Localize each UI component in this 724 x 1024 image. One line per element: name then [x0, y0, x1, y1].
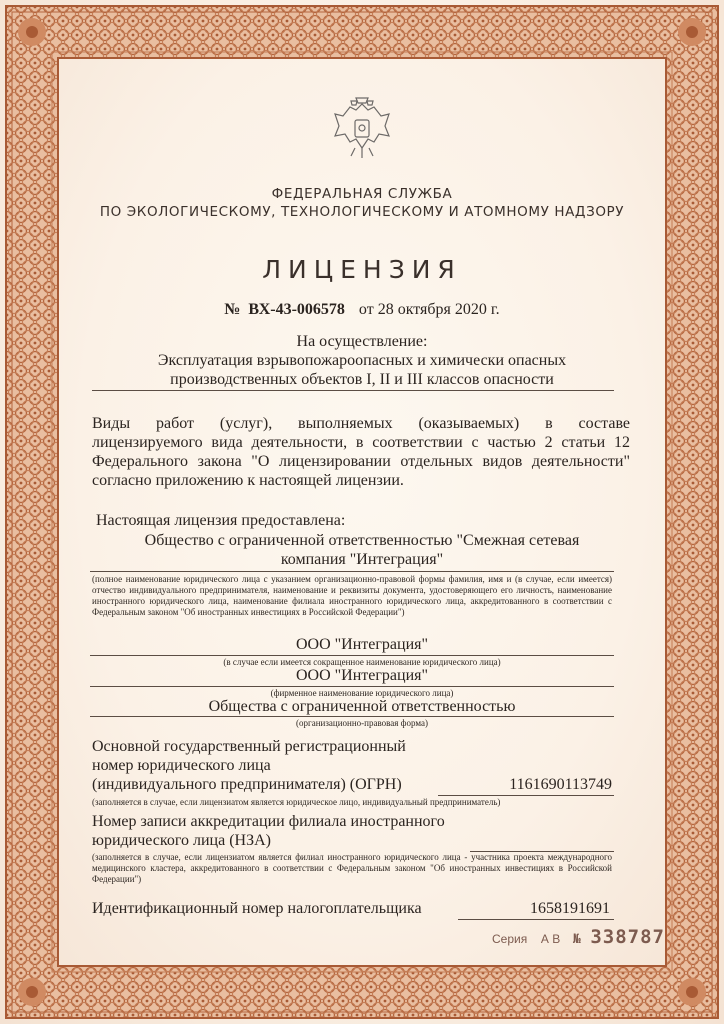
series-number: 338787: [590, 926, 665, 948]
inn-underline: [458, 919, 614, 920]
short-name: ООО "Интеграция": [295, 636, 429, 653]
ogrn-label-line1: Основной государственный регистрационный: [92, 738, 406, 755]
ogrn-underline: [438, 795, 614, 796]
ogrn-label-line2: номер юридического лица: [92, 757, 271, 774]
document-title: ЛИЦЕНЗИЯ: [262, 255, 462, 284]
license-date: от 28 октября 2020 г.: [358, 301, 500, 318]
brand-name: ООО "Интеграция": [295, 667, 429, 684]
activity-line2: производственных объектов I, II и III классов опасности: [170, 371, 554, 388]
nza-note: (заполняется в случае, если лицензиатом является филиал иностранного юридического лица - участника проекта международного медицинского кластера, аккредитованного в соответствии с Федеральным законом "Об иностранных инвестициях в Российской Федерации"): [92, 852, 612, 884]
brand-name-underline: [90, 686, 614, 687]
full-name-note: (полное наименование юридического лица с указанием организационно-правовой формы фамилия, имя и (в случае, если имеется) отчество индивидуального предпринимателя, наименование и реквизиты документа, удостоверяющего его личность, наименование иностранного юридического лица, наименование филиала иностранного юридического лица, аккредитованного в соответствии с Федеральным законом "Об иностранных инвестициях в Российской Федерации"): [92, 574, 612, 617]
series-label: Серия: [492, 932, 528, 946]
agency-name-line2: ПО ЭКОЛОГИЧЕСКОМУ, ТЕХНОЛОГИЧЕСКОМУ И АТОМНОМУ НАДЗОРУ: [99, 204, 625, 220]
license-number-line: [0, 301, 724, 319]
grantee-intro: Настоящая лицензия предоставлена:: [96, 512, 346, 529]
works-line3: Федерального закона "О лицензировании отдельных видов деятельности": [92, 453, 630, 470]
ogrn-note: (заполняется в случае, если лицензиатом является юридическое лицо, индивидуальный предприниматель): [92, 797, 501, 807]
ogrn-label-line3: (индивидуального предпринимателя) (ОГРН): [92, 776, 402, 793]
number-sign: №: [224, 301, 241, 318]
short-name-underline: [90, 655, 614, 656]
works-line4: согласно приложению к настоящей лицензии.: [92, 472, 404, 489]
activity-underline: [92, 390, 614, 391]
agency-name-line1: ФЕДЕРАЛЬНАЯ СЛУЖБА: [271, 186, 453, 202]
grantee-full-name-line2: компания "Интеграция": [280, 551, 444, 568]
coat-of-arms-emblem-icon: [323, 90, 401, 168]
activity-intro: На осуществление:: [296, 333, 428, 350]
series-no-sign: №: [572, 932, 581, 947]
activity-line1: Эксплуатация взрывопожароопасных и химически опасных: [157, 352, 567, 369]
nza-label-line1: Номер записи аккредитации филиала иностранного: [92, 813, 445, 830]
works-line2: лицензируемого вида деятельности, в соответствии с частью 2 статьи 12: [92, 434, 630, 451]
brand-name-note: (фирменное наименование юридического лица): [270, 688, 454, 698]
full-name-underline: [90, 571, 614, 572]
legal-form-note: (организационно-правовая форма): [296, 718, 428, 728]
nza-label-line2: юридического лица (НЗА): [92, 832, 271, 849]
ogrn-value: 1161690113749: [509, 776, 612, 793]
short-name-note: (в случае если имеется сокращенное наименование юридического лица): [223, 657, 501, 667]
works-line1: Виды работ (услуг), выполняемых (оказываемых) в составе: [92, 415, 630, 432]
series-block: [492, 926, 665, 948]
license-number: ВХ-43-006578: [248, 301, 345, 318]
series-letters: А В: [540, 932, 561, 946]
inn-label: Идентификационный номер налогоплательщика: [92, 900, 422, 917]
legal-form-underline: [90, 716, 614, 717]
inn-value: 1658191691: [530, 900, 610, 917]
grantee-full-name-line1: Общество с ограниченной ответственностью "Смежная сетевая: [144, 532, 580, 549]
legal-form: Общества с ограниченной ответственностью: [208, 698, 516, 715]
